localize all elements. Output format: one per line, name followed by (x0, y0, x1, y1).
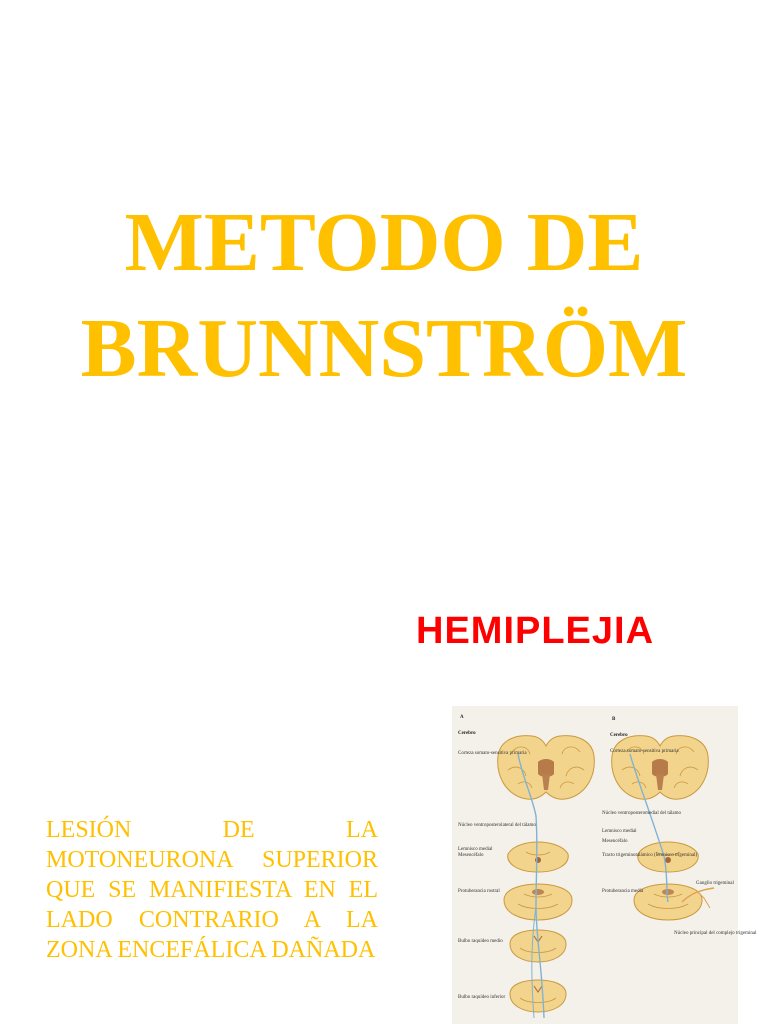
right-label-5: Tracto trigeminotalámico (lemnisco trigeminal) (602, 853, 698, 858)
left-label-0: Cerebro (458, 731, 476, 736)
left-label-3: Lemnisco medial (458, 847, 493, 852)
left-label-1: Corteza somato-sensitiva primaria (458, 751, 527, 756)
left-label-2: Núcleo ventroposterolateral del tálamo (458, 823, 536, 828)
right-label-3: Lemnisco medial (602, 829, 637, 834)
right-label-1: Corteza somato-sensitiva primaria (610, 749, 679, 754)
description-text: LESIÓN DE LA MOTONEURONA SUPERIOR QUE SE MANIFIESTA EN EL LADO CONTRARIO A LA ZONA ENCEFÁLICA DAÑADA (46, 817, 378, 963)
cerebrum-slice-b (612, 736, 709, 800)
panel-b-label: B (612, 717, 616, 722)
left-label-4: Mesencéfalo (458, 853, 484, 858)
pons-slice-a (504, 884, 572, 920)
left-label-6: Bulbo raquídeo medio (458, 939, 503, 944)
right-label-2: Núcleo ventroposteromedial del tálamo (602, 811, 682, 816)
midbrain-slice-a (508, 842, 568, 872)
cerebrum-slice-a (498, 736, 595, 800)
title-line-2: BRUNNSTRÖM (80, 302, 688, 395)
slide-subtitle: HEMIPLEJIA (416, 610, 655, 652)
sensory-pathway-illustration (452, 706, 757, 1024)
left-label-5: Protuberancia rostral (458, 889, 500, 894)
right-label-0: Cerebro (610, 733, 628, 738)
left-label-7: Bulbo raquídeo inferior (458, 995, 506, 1000)
neuroanatomy-figure (452, 706, 757, 1024)
medulla-lower-slice-a (510, 980, 566, 1012)
right-label-8: Núcleo principal del complejo trigeminal (674, 931, 757, 936)
right-label-6: Protuberancia media (602, 889, 644, 894)
title-line-1: METODO DE (124, 196, 644, 289)
right-label-7: Ganglio trigeminal (696, 881, 734, 886)
right-label-4: Mesencéfalo (602, 839, 628, 844)
panel-a-label: A (460, 715, 464, 720)
slide-title (0, 190, 768, 402)
